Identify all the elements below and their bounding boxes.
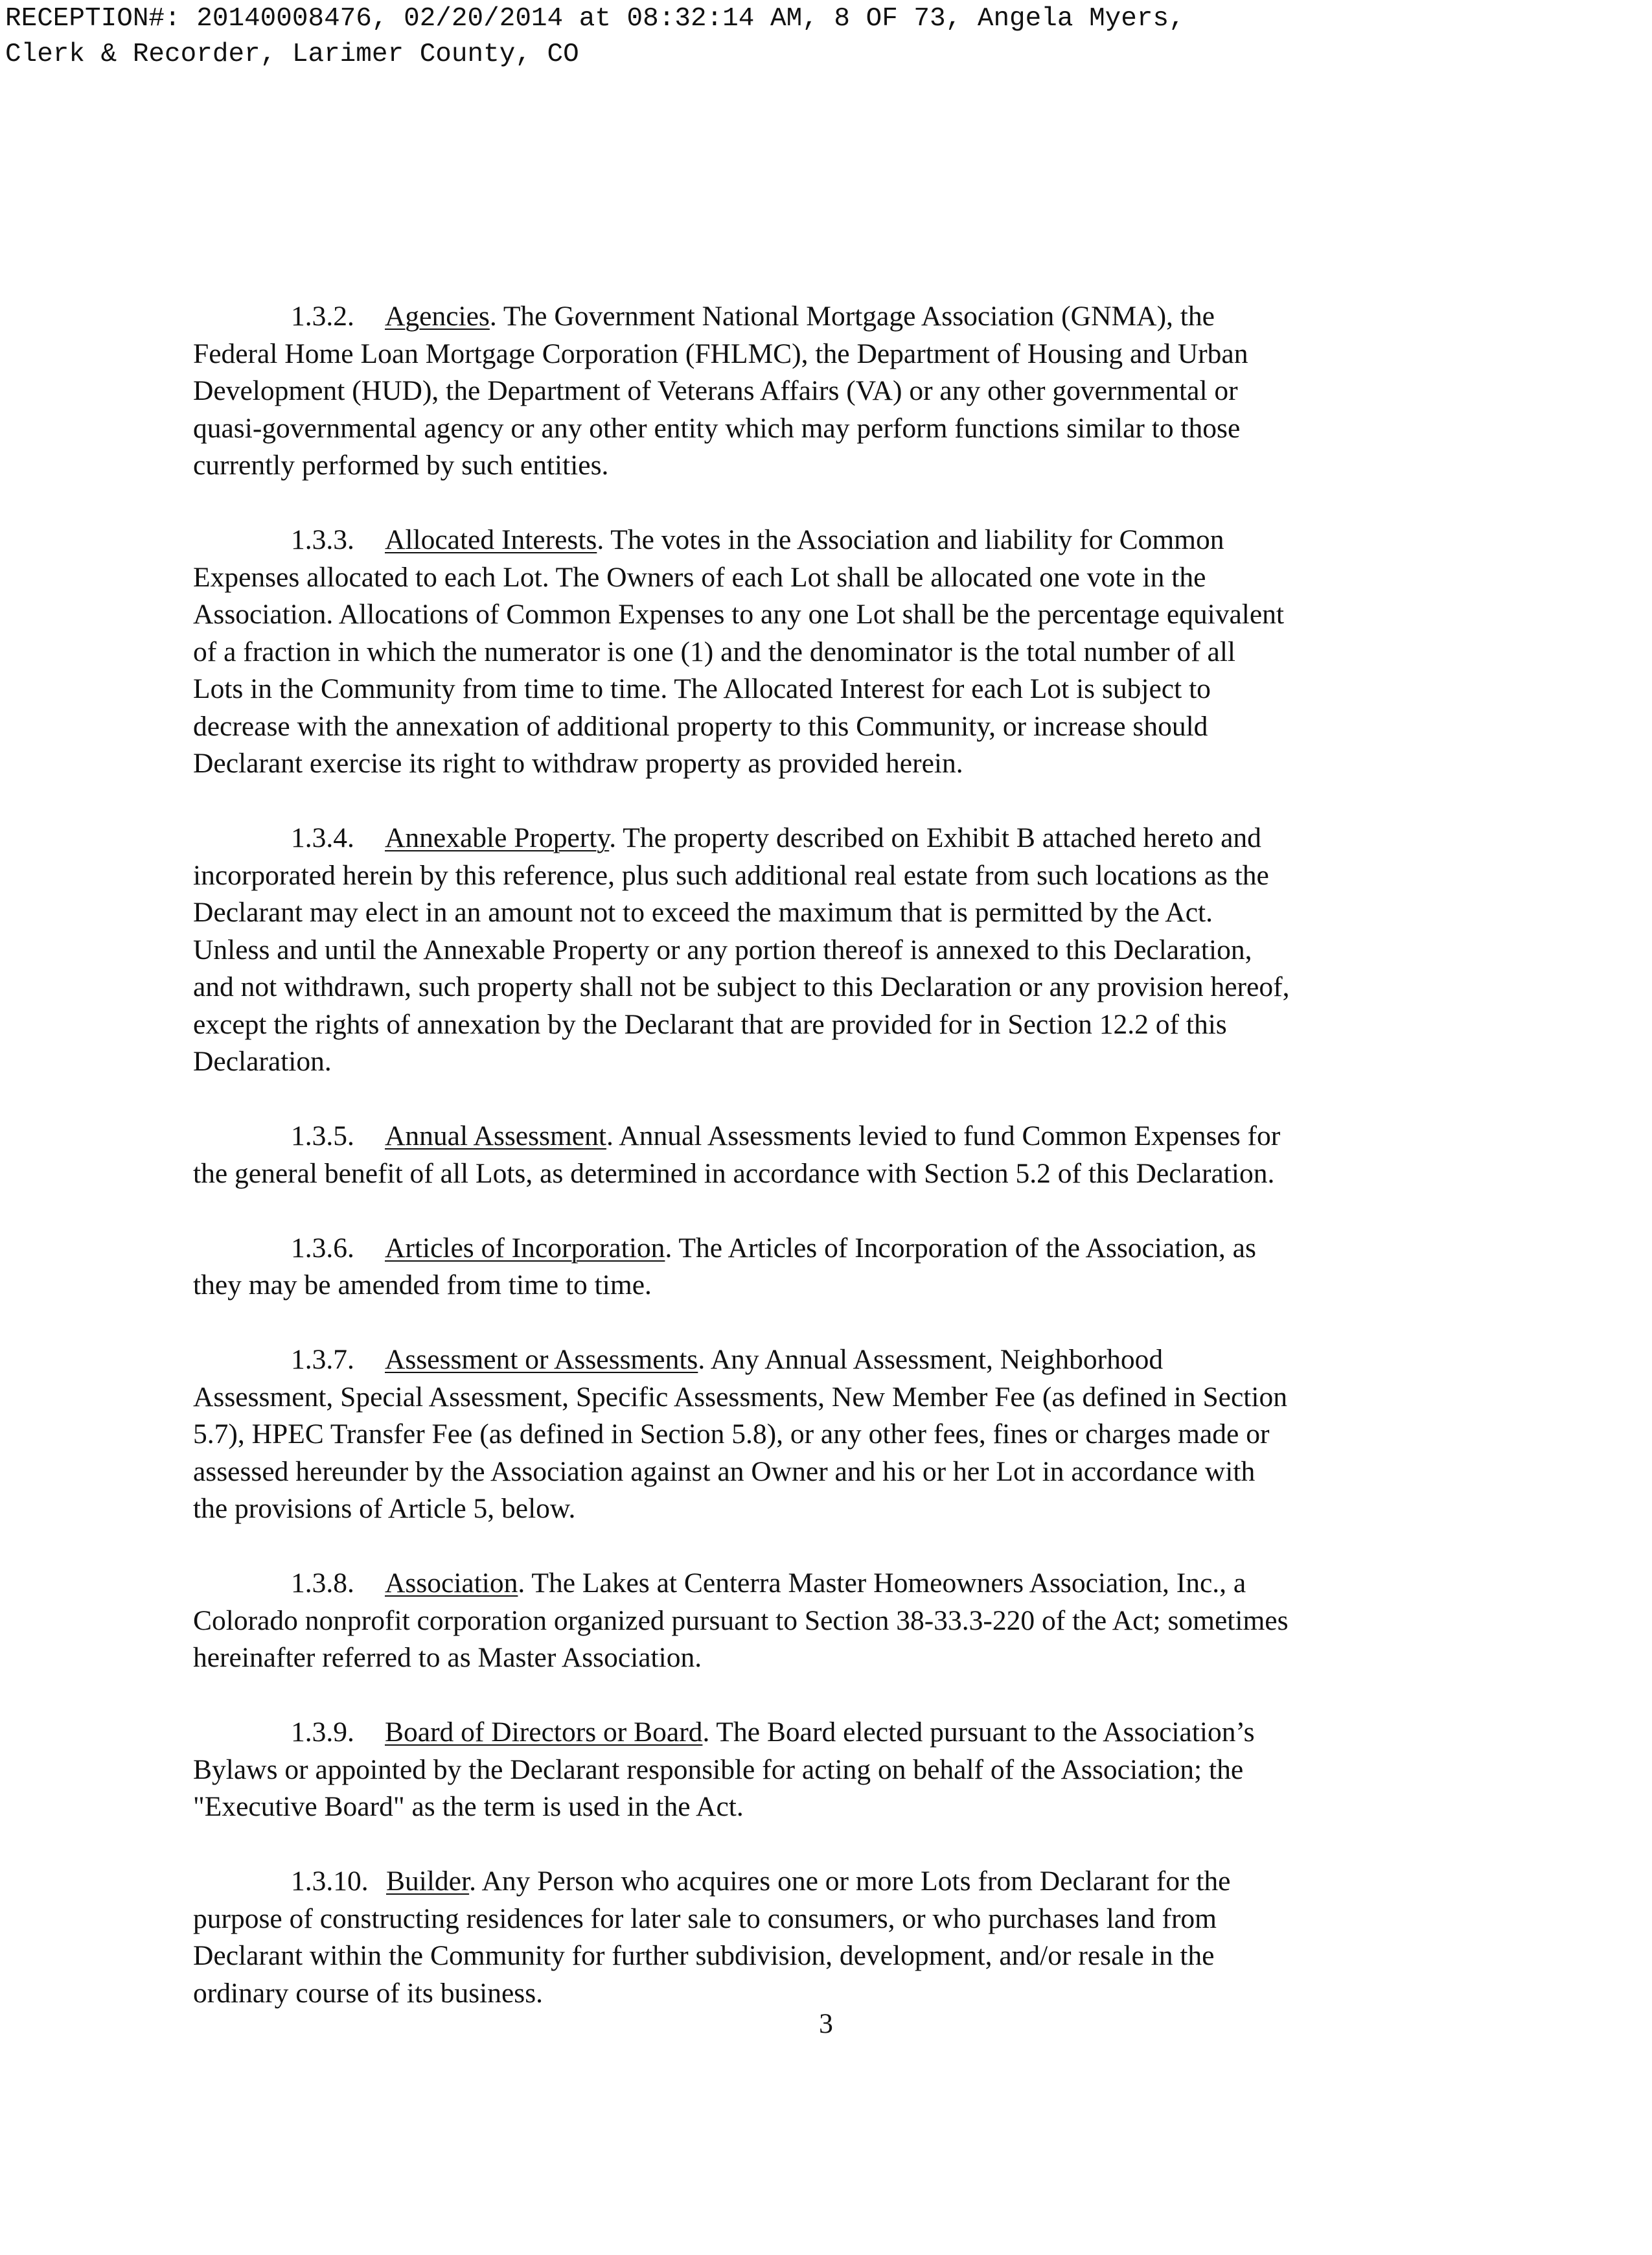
definition-text: Colorado nonprofit corporation organized pursuant to Section 38-33.3-220 of the Act; sometimes bbox=[193, 1604, 1289, 1636]
definition-text: except the rights of annexation by the Declarant that are provided for in Section 12.2 of this bbox=[193, 1008, 1227, 1040]
section-number: 1.3.8. bbox=[291, 1567, 354, 1599]
defined-term: Agencies bbox=[385, 301, 490, 332]
definition-text: Declaration. bbox=[193, 1046, 332, 1077]
definition-text: Declarant may elect in an amount not to exceed the maximum that is permitted by the Act. bbox=[193, 897, 1213, 928]
section-number: 1.3.3. bbox=[291, 524, 354, 555]
section-number: 1.3.9. bbox=[291, 1717, 354, 1748]
definition-text: . The property described on Exhibit B attached hereto and bbox=[609, 822, 1261, 853]
page-number: 3 bbox=[819, 2008, 833, 2039]
section-number: 1.3.4. bbox=[291, 822, 354, 853]
definition-text: Federal Home Loan Mortgage Corporation (FHLMC), the Department of Housing and Urban bbox=[193, 338, 1248, 369]
section-number: 1.3.5. bbox=[291, 1120, 354, 1151]
definition-text: Assessment, Special Assessment, Specific Assessments, New Member Fee (as defined in Section bbox=[193, 1381, 1287, 1413]
definition-text: . The Government National Mortgage Association (GNMA), the bbox=[489, 301, 1215, 332]
definition-text: incorporated herein by this reference, plus such additional real estate from such locations as the bbox=[193, 859, 1269, 891]
definition-text: the provisions of Article 5, below. bbox=[193, 1493, 576, 1524]
section-1-3-2-agencies bbox=[193, 298, 1463, 485]
section-number: 1.3.7. bbox=[291, 1344, 354, 1375]
definition-text: Expenses allocated to each Lot. The Owners of each Lot shall be allocated one vote in the bbox=[193, 561, 1206, 593]
definition-text: purpose of constructing residences for later sale to consumers, or who purchases land from bbox=[193, 1902, 1217, 1934]
definition-text: assessed hereunder by the Association against an Owner and his or her Lot in accordance with bbox=[193, 1455, 1256, 1487]
definition-text: Declarant exercise its right to withdraw property as provided herein. bbox=[193, 748, 963, 779]
definition-text: decrease with the annexation of additional property to this Community, or increase should bbox=[193, 710, 1208, 742]
defined-term: Allocated Interests bbox=[385, 524, 597, 555]
definition-text: . The votes in the Association and liability for Common bbox=[597, 524, 1224, 555]
definition-text: quasi-governmental agency or any other entity which may perform functions similar to those bbox=[193, 412, 1241, 444]
section-1-3-9-board-of-directors bbox=[193, 1714, 1463, 1826]
recording-stamp bbox=[5, 1, 1185, 73]
definition-text: Development (HUD), the Department of Veterans Affairs (VA) or any other governmental or bbox=[193, 375, 1238, 406]
defined-term: Builder bbox=[386, 1866, 470, 1897]
definition-text: Lots in the Community from time to time. The Allocated Interest for each Lot is subject to bbox=[193, 673, 1211, 704]
definition-text: 5.7), HPEC Transfer Fee (as defined in Section 5.8), or any other fees, fines or charges made or bbox=[193, 1418, 1270, 1450]
definition-text: and not withdrawn, such property shall not be subject to this Declaration or any provision hereof, bbox=[193, 971, 1290, 1002]
definition-text: ordinary course of its business. bbox=[193, 1977, 544, 2009]
definition-text: "Executive Board" as the term is used in the Act. bbox=[193, 1791, 744, 1822]
section-number: 1.3.10. bbox=[291, 1866, 369, 1897]
definition-text: Bylaws or appointed by the Declarant responsible for acting on behalf of the Association; the bbox=[193, 1753, 1244, 1785]
definition-text: . Any Person who acquires one or more Lots from Declarant for the bbox=[469, 1866, 1231, 1897]
defined-term: Board of Directors or Board bbox=[385, 1717, 703, 1748]
section-number: 1.3.6. bbox=[291, 1232, 354, 1264]
section-1-3-8-association bbox=[193, 1565, 1463, 1677]
declaration-definitions bbox=[193, 298, 1463, 2012]
definition-text: of a fraction in which the numerator is one (1) and the denominator is the total number of all bbox=[193, 636, 1236, 667]
section-1-3-6-articles-of-incorporation bbox=[193, 1230, 1463, 1304]
definition-text: currently performed by such entities. bbox=[193, 450, 609, 481]
defined-term: Assessment or Assessments bbox=[385, 1344, 698, 1375]
defined-term: Annexable Property bbox=[385, 822, 610, 853]
defined-term: Association bbox=[385, 1567, 518, 1599]
recording-stamp-line-2: Clerk & Recorder, Larimer County, CO bbox=[5, 40, 579, 69]
definition-text: the general benefit of all Lots, as determined in accordance with Section 5.2 of this Declaration. bbox=[193, 1157, 1275, 1189]
definition-text: they may be amended from time to time. bbox=[193, 1269, 652, 1301]
section-1-3-3-allocated-interests bbox=[193, 522, 1463, 783]
recording-stamp-line-1: RECEPTION#: 20140008476, 02/20/2014 at 08:32:14 AM, 8 OF 73, Angela Myers, bbox=[5, 4, 1185, 34]
defined-term: Articles of Incorporation bbox=[385, 1232, 665, 1264]
definition-text: . The Board elected pursuant to the Association’s bbox=[702, 1717, 1255, 1748]
definition-text: . Annual Assessments levied to fund Common Expenses for bbox=[606, 1120, 1281, 1151]
defined-term: Annual Assessment bbox=[385, 1120, 606, 1151]
section-1-3-7-assessment-or-assessments bbox=[193, 1341, 1463, 1528]
definition-text: . The Articles of Incorporation of the Association, as bbox=[665, 1232, 1256, 1264]
definition-text: . Any Annual Assessment, Neighborhood bbox=[698, 1344, 1164, 1375]
section-1-3-10-builder bbox=[193, 1863, 1463, 2012]
definition-text: Unless and until the Annexable Property or any portion thereof is annexed to this Declaration, bbox=[193, 934, 1252, 966]
definition-text: Declarant within the Community for further subdivision, development, and/or resale in the bbox=[193, 1940, 1215, 1971]
definition-text: Association. Allocations of Common Expenses to any one Lot shall be the percentage equivalent bbox=[193, 599, 1285, 630]
definition-text: hereinafter referred to as Master Association. bbox=[193, 1642, 702, 1673]
section-1-3-5-annual-assessment bbox=[193, 1118, 1463, 1192]
definition-text: . The Lakes at Centerra Master Homeowners Association, Inc., a bbox=[518, 1567, 1246, 1599]
section-number: 1.3.2. bbox=[291, 301, 354, 332]
section-1-3-4-annexable-property bbox=[193, 820, 1463, 1081]
